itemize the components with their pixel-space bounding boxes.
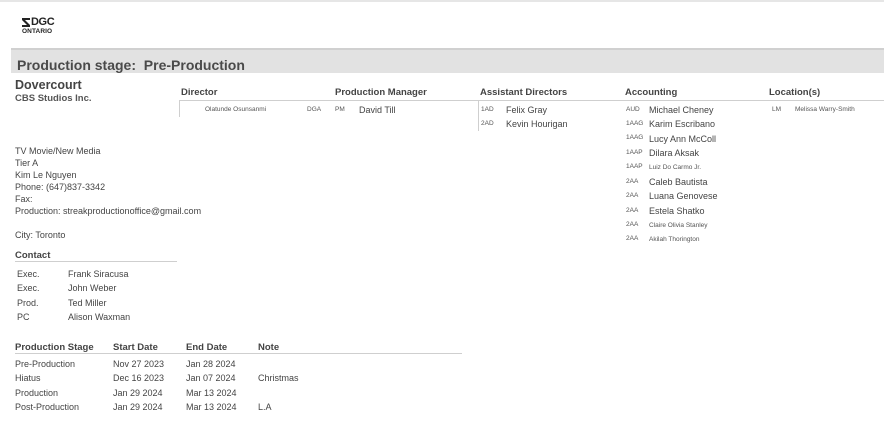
- schedule-start: Jan 29 2024: [113, 388, 163, 398]
- contact-role: PC: [17, 312, 30, 322]
- schedule-stage: Hiatus: [15, 373, 41, 383]
- schedule-header-note: Note: [258, 342, 280, 353]
- ad-name: Felix Gray: [506, 105, 548, 115]
- schedule-stage: Post-Production: [15, 402, 80, 412]
- pm-name: David Till: [359, 105, 396, 115]
- accounting-role: AUD: [626, 106, 640, 113]
- schedule-end: Mar 13 2024: [186, 402, 237, 412]
- schedule-stage: Pre-Production: [15, 359, 76, 369]
- accounting-role: 1AAG: [626, 120, 644, 127]
- schedule-note: L.A: [258, 402, 272, 412]
- schedule-start: Dec 16 2023: [113, 373, 165, 383]
- location-role: LM: [772, 106, 782, 113]
- contact-name: John Weber: [68, 283, 117, 293]
- schedule-start: Nov 27 2023: [113, 359, 165, 369]
- schedule-header-end: End Date: [186, 342, 228, 353]
- office-contact-name: Kim Le Nguyen: [15, 170, 77, 180]
- accounting-name: Claire Olivia Stanley: [649, 222, 708, 229]
- location-name: Melissa Warry-Smith: [795, 106, 855, 113]
- schedule-end: Mar 13 2024: [186, 388, 237, 398]
- crew-header-divider: [179, 100, 884, 101]
- schedule-note: Christmas: [258, 373, 299, 383]
- director-header: Director: [181, 87, 218, 98]
- accounting-role: 2AA: [626, 192, 639, 199]
- production-tier: Tier A: [15, 158, 39, 168]
- dgc-logo-icon: [22, 18, 30, 27]
- accounting-name: Estela Shatko: [649, 206, 705, 216]
- accounting-name: Luiz Do Carmo Jr.: [649, 164, 702, 171]
- schedule-header-divider: [15, 353, 462, 354]
- accounting-name: Dilara Aksak: [649, 148, 700, 158]
- director-affiliation: DGA: [307, 106, 322, 113]
- dgc-ontario-logo: [22, 17, 68, 39]
- logo-region: ONTARIO: [22, 28, 53, 35]
- schedule-stage: Production: [15, 388, 59, 398]
- accounting-role: 1AAP: [626, 149, 643, 156]
- accounting-role: 2AA: [626, 221, 639, 228]
- production-stage-bar: [11, 48, 884, 73]
- accounting-header: Accounting: [625, 87, 678, 98]
- pm-role: PM: [335, 106, 345, 113]
- accounting-role: 1AAG: [626, 134, 644, 141]
- contact-role: Prod.: [17, 298, 39, 308]
- production-studio: CBS Studios Inc.: [15, 93, 92, 104]
- production-title: Dovercourt: [15, 78, 82, 92]
- contact-role: Exec.: [17, 283, 40, 293]
- accounting-name: Akilah Thorington: [649, 236, 700, 243]
- locations-header: Location(s): [769, 87, 821, 98]
- schedule-header-stage: Production Stage: [15, 342, 94, 353]
- contact-role: Exec.: [17, 269, 40, 279]
- production-stage-value: Pre-Production: [143, 57, 245, 73]
- contact-name: Ted Miller: [68, 298, 107, 308]
- accounting-role: 2AA: [626, 207, 639, 214]
- accounting-name: Michael Cheney: [649, 105, 714, 115]
- schedule-start: Jan 29 2024: [113, 402, 163, 412]
- office-fax: Fax:: [15, 194, 33, 204]
- production-city: City: Toronto: [15, 230, 66, 240]
- contact-header: Contact: [15, 250, 51, 261]
- schedule-end: Jan 07 2024: [186, 373, 236, 383]
- production-type: TV Movie/New Media: [15, 146, 101, 156]
- ad-name: Kevin Hourigan: [506, 119, 568, 129]
- logo-brand: DGC: [31, 16, 55, 28]
- director-column-divider: [179, 100, 180, 117]
- ad-role: 1AD: [481, 106, 494, 113]
- accounting-role: 2AA: [626, 178, 639, 185]
- accounting-role: 2AA: [626, 235, 639, 242]
- office-phone: Phone: (647)837-3342: [15, 182, 106, 192]
- schedule-header-start: Start Date: [113, 342, 158, 353]
- accounting-name: Luana Genovese: [649, 191, 718, 201]
- accounting-role: 1AAP: [626, 163, 643, 170]
- schedule-end: Jan 28 2024: [186, 359, 236, 369]
- ad-role: 2AD: [481, 120, 494, 127]
- accounting-name: Lucy Ann McColl: [649, 134, 717, 144]
- assistant-directors-header: Assistant Directors: [480, 87, 568, 98]
- contact-name: Alison Waxman: [68, 312, 131, 322]
- production-manager-header: Production Manager: [335, 87, 427, 98]
- ad-column-divider: [478, 100, 479, 131]
- accounting-name: Caleb Bautista: [649, 177, 708, 187]
- contact-name: Frank Siracusa: [68, 269, 129, 279]
- production-stage-title: Production stage: Pre-Production: [17, 57, 245, 73]
- office-email: Production: streakproductionoffice@gmail.com: [15, 206, 202, 216]
- accounting-name: Karim Escribano: [649, 119, 716, 129]
- director-name: Olatunde Osunsanmi: [205, 106, 267, 113]
- top-divider: [0, 0, 884, 2]
- contact-divider: [15, 261, 177, 262]
